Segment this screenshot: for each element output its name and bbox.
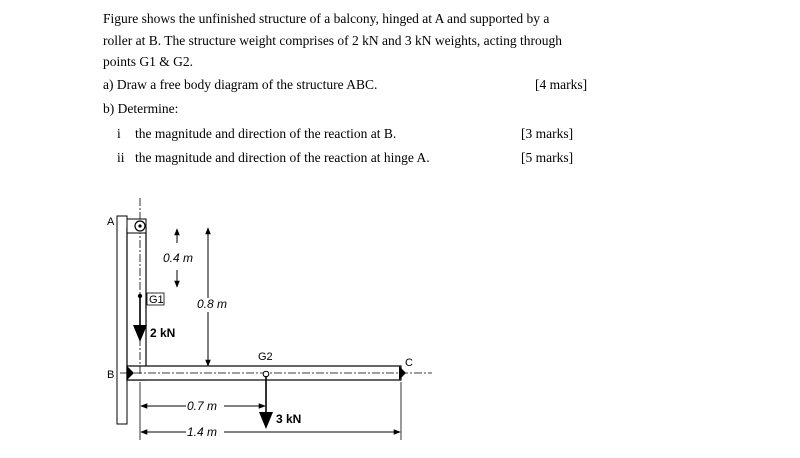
label-g2: G2 xyxy=(258,351,273,363)
dim-08-label: 0.8 m xyxy=(197,297,228,311)
intro-line-2: roller at B. The structure weight comprises of 2 kN and 3 kN weights, acting through xyxy=(103,32,563,48)
dim-07-label: 0.7 m xyxy=(187,399,218,413)
label-b: B xyxy=(107,369,115,381)
part-b-ii-number: ii xyxy=(117,150,125,165)
load-g2-label: 3 kN xyxy=(276,412,302,426)
label-a: A xyxy=(107,216,115,228)
part-b-i-marks: [3 marks] xyxy=(521,125,574,141)
g2-point xyxy=(263,371,269,377)
label-c: C xyxy=(405,357,413,369)
vertical-member xyxy=(127,228,146,380)
dim-04-label: 0.4 m xyxy=(163,251,194,265)
intro-line-1: Figure shows the unfinished structure of a balcony, hinged at A and supported by a xyxy=(103,11,550,26)
label-g1: G1 xyxy=(149,294,164,306)
intro-line-3: points G1 & G2. xyxy=(103,54,194,69)
part-b-ii-marks: [5 marks] xyxy=(521,150,574,165)
part-b-i-text: the magnitude and direction of the reaction at B. xyxy=(135,125,397,141)
hinge-a-center xyxy=(138,224,141,227)
part-a-text: a) Draw a free body diagram of the structure ABC. xyxy=(103,76,378,92)
part-a-marks: [4 marks] xyxy=(535,76,588,92)
part-b-i-number: i xyxy=(117,125,121,141)
dim-14-label: 1.4 m xyxy=(187,425,218,439)
load-g2-arrowhead xyxy=(259,412,273,429)
part-b-ii-text: the magnitude and direction of the reaction at hinge A. xyxy=(135,150,430,165)
wall xyxy=(117,216,127,424)
load-g1-label: 2 kN xyxy=(150,326,176,340)
part-b-text: b) Determine: xyxy=(103,101,179,116)
